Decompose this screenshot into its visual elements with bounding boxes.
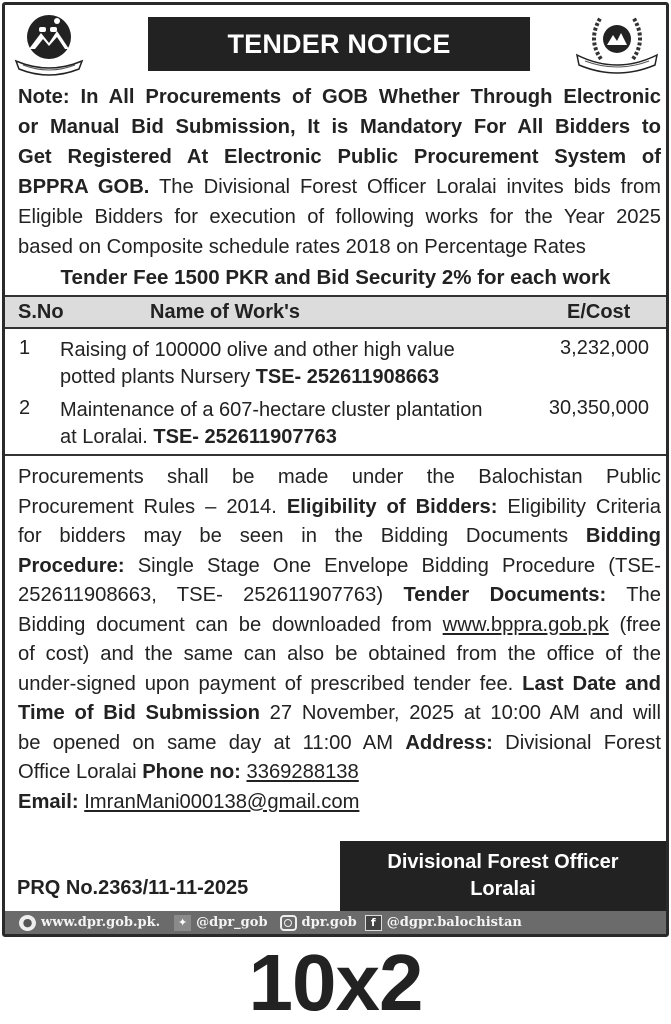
signatory-box (340, 841, 666, 911)
body-text: under-signed upon payment of prescribed tender fee. (18, 672, 523, 695)
email-label: Email: (18, 790, 79, 813)
note-line-3: Get Registered At Electronic Public Procurement System of (18, 146, 661, 168)
procurement-details (18, 463, 661, 817)
work-line-2: potted plants Nursery (60, 366, 256, 388)
row-work (60, 397, 520, 451)
row-sno: 2 (19, 397, 31, 419)
body-line: of cost) and the same can also be obtained from the office of the (18, 643, 661, 665)
footer-instagram[interactable] (280, 915, 357, 931)
works-table-header (5, 295, 666, 329)
note-line-2: or Manual Bid Submission, It is Mandatory For All Bidders to (18, 116, 661, 138)
table-divider (5, 454, 666, 456)
row-cost: 30,350,000 (548, 397, 649, 419)
footer-facebook-label: @dgpr.balochistan (386, 915, 522, 930)
works-table-body (5, 335, 666, 455)
body-text: The (606, 584, 661, 606)
prq-number: PRQ No.2363/11-11-2025 (17, 877, 249, 899)
note-end: BPPRA GOB. (18, 176, 150, 198)
work-line-1: Raising of 100000 olive and other high value (60, 339, 455, 361)
body-text: Procurement Rules – 2014. (18, 495, 287, 518)
footer-twitter-label: @dpr_gob (196, 915, 268, 930)
tender-notice (2, 2, 669, 937)
row-work (60, 337, 520, 391)
footer-facebook[interactable] (365, 915, 522, 931)
address-label: Address: (405, 731, 493, 754)
instagram-icon (280, 915, 297, 931)
dgpr-emblem-logo (571, 9, 663, 79)
intro-text-3: based on Composite schedule rates 2018 on Percentage Rates (18, 236, 586, 258)
footer-twitter[interactable] (174, 915, 267, 931)
body-text: for bidders may be seen in the Bidding Documents (18, 525, 586, 547)
row-cost: 3,232,000 (560, 337, 649, 359)
note-line-1: Note: In All Procurements of GOB Whether Through Electronic (18, 86, 661, 108)
twitter-icon: ✦ (174, 915, 191, 931)
phone-label: Phone no: (142, 761, 241, 783)
ad-size-label: 10x2 (248, 938, 423, 1024)
procedure-label: Procedure: (18, 554, 125, 577)
address-text: Divisional Forest (492, 731, 661, 754)
globe-icon: ● (19, 915, 36, 931)
row-sno: 1 (19, 337, 31, 359)
facebook-icon: f (365, 915, 382, 931)
balochistan-emblem-logo (13, 11, 85, 77)
phone-number-link[interactable]: 3369288138 (246, 761, 359, 783)
work-line-1: Maintenance of a 607-hectare cluster plantation (60, 399, 483, 421)
intro-text-1: The Divisional Forest Officer Loralai invites bids from (149, 176, 661, 198)
bppra-website-link[interactable]: www.bppra.gob.pk (442, 613, 609, 636)
officer-location: Loralai (470, 878, 536, 900)
tender-documents-label: Tender Documents: (403, 584, 607, 606)
officer-title: Divisional Forest Officer (387, 851, 619, 873)
tender-fee-line: Tender Fee 1500 PKR and Bid Security 2% for each work (60, 266, 611, 289)
body-text: Single Stage One Envelope Bidding Procedure (TSE- (124, 554, 661, 577)
intro-text-2: Eligible Bidders for execution of following works for the Year 2025 (18, 206, 661, 228)
tender-notice-title: TENDER NOTICE (148, 17, 530, 71)
tse-number: TSE- 252611907763 (153, 426, 337, 448)
footer-instagram-label: dpr.gob (301, 915, 357, 930)
footer-website[interactable] (19, 915, 160, 931)
footer-website-label: www.dpr.gob.pk. (41, 915, 161, 930)
submission-time-label: Time of Bid Submission (18, 702, 260, 724)
body-line: Procurements shall be made under the Balochistan Public (18, 466, 661, 488)
body-text: 252611908663, TSE- 252611907763) (18, 584, 404, 606)
email-link[interactable]: ImranMani000138@gmail.com (84, 790, 360, 813)
contact-footer (5, 911, 666, 934)
work-line-2: at Loralai. (60, 426, 154, 448)
eligibility-label: Eligibility of Bidders: (286, 495, 498, 518)
body-text: Eligibility Criteria (497, 495, 661, 518)
body-text: Bidding document can be downloaded from (18, 613, 443, 636)
header-name-of-work: Name of Work's (150, 301, 300, 323)
tse-number: TSE- 252611908663 (255, 366, 440, 388)
last-date-label: Last Date and (522, 672, 661, 695)
bidding-label: Bidding (585, 525, 661, 547)
intro-paragraph (18, 82, 661, 262)
header-ecost: E/Cost (567, 301, 631, 323)
address-text: Office Loralai (18, 761, 143, 783)
body-text: (free (608, 613, 661, 636)
submission-date: 27 November, 2025 at 10:00 AM and will (259, 702, 661, 724)
opening-time: be opened on same day at 11:00 AM (18, 731, 406, 754)
header-sno: S.No (18, 301, 64, 323)
